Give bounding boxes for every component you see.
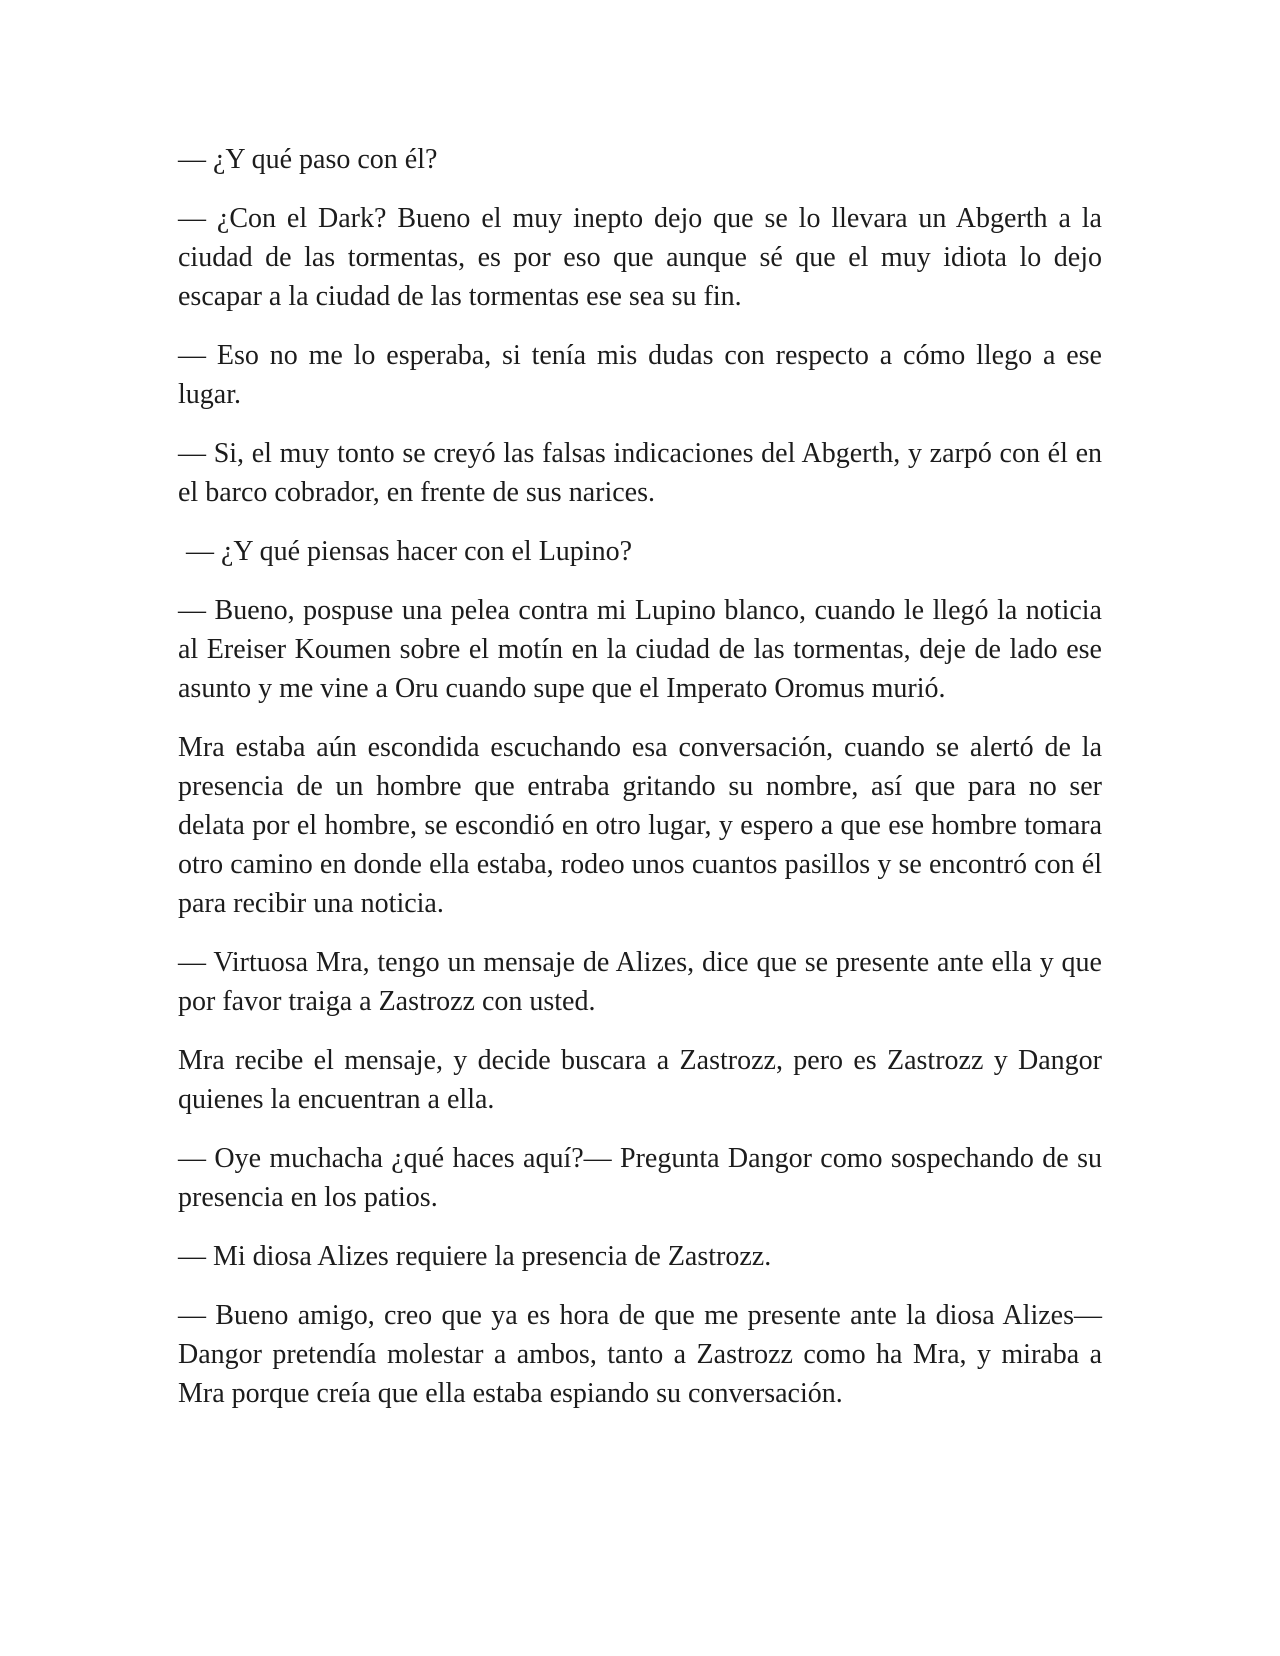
paragraph-12: — Bueno amigo, creo que ya es hora de que me presente ante la diosa Alizes— Dangor pretendía molestar a ambos, tanto a Zastrozz como ha Mra, y miraba a Mra porque creía que ella estaba espiando su conversación. [178, 1300, 1102, 1409]
paragraph-9: Mra recibe el mensaje, y decide buscara a Zastrozz, pero es Zastrozz y Dangor quienes la encuentran a ella. [178, 1045, 1102, 1115]
paragraph-4: — Si, el muy tonto se creyó las falsas indicaciones del Abgerth, y zarpó con él en el barco cobrador, en frente de sus narices. [178, 438, 1102, 508]
paragraph-10: — Oye muchacha ¿qué haces aquí?— Pregunta Dangor como sospechando de su presencia en los patios. [178, 1143, 1102, 1213]
paragraph-8: — Virtuosa Mra, tengo un mensaje de Alizes, dice que se presente ante ella y que por favor traiga a Zastrozz con usted. [178, 947, 1102, 1017]
paragraph-5: — ¿Y qué piensas hacer con el Lupino? [186, 536, 633, 567]
paragraph-11: — Mi diosa Alizes requiere la presencia de Zastrozz. [178, 1241, 772, 1272]
paragraph-2: — ¿Con el Dark? Bueno el muy inepto dejo que se lo llevara un Abgerth a la ciudad de las tormentas, es por eso que aunque sé que el muy idiota lo dejo escapar a la ciudad de las tormentas ese sea su fin. [178, 203, 1102, 312]
paragraph-3: — Eso no me lo esperaba, si tenía mis dudas con respecto a cómo llego a ese lugar. [178, 340, 1102, 410]
paragraph-6: — Bueno, pospuse una pelea contra mi Lupino blanco, cuando le llegó la noticia al Ereiser Koumen sobre el motín en la ciudad de las tormentas, deje de lado ese asunto y me vine a Oru cuando supe que el Imperato Oromus murió. [178, 595, 1102, 704]
paragraph-7: Mra estaba aún escondida escuchando esa conversación, cuando se alertó de la presencia de un hombre que entraba gritando su nombre, así que para no ser delata por el hombre, se escondió en otro lugar, y espero a que ese hombre tomara otro camino en donde ella estaba, rodeo unos cuantos pasillos y se encontró con él para recibir una noticia. [178, 732, 1102, 919]
document-page [178, 140, 1102, 1433]
paragraph-1: — ¿Y qué paso con él? [178, 144, 438, 175]
